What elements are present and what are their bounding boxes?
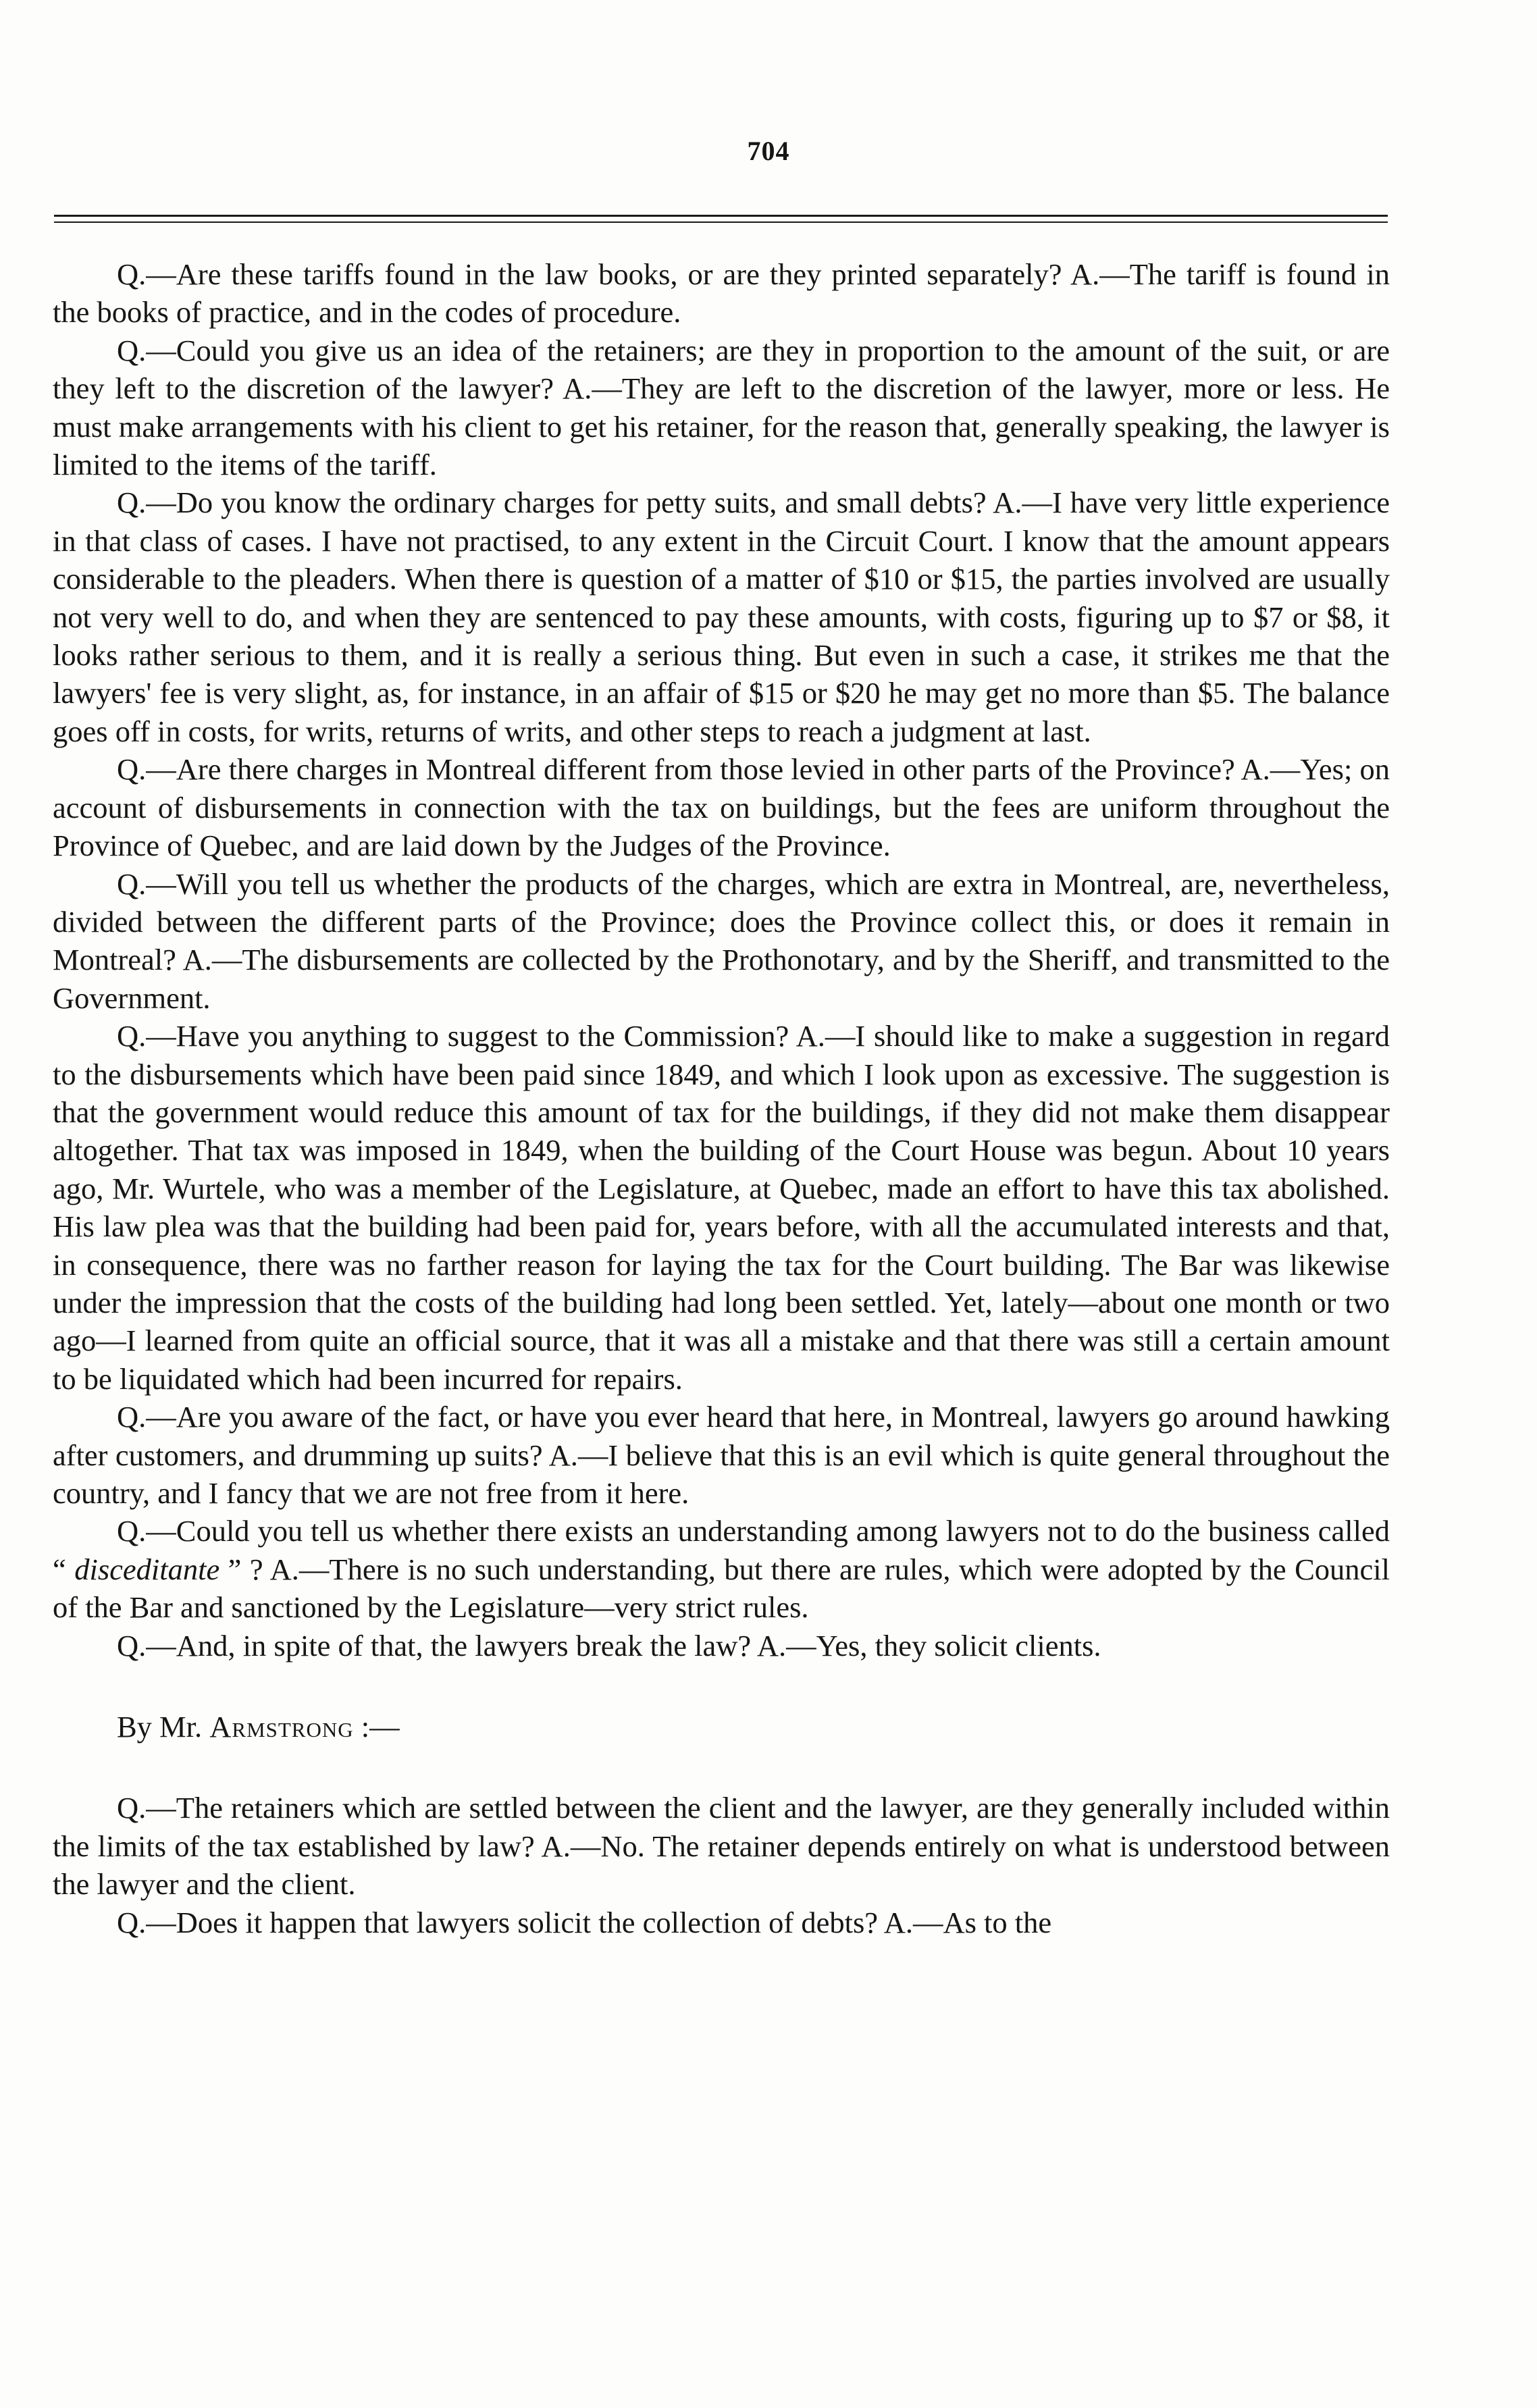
understanding-text-before: Q.—Could you tell us whether there exists an understanding among lawyers not to do the business called “ xyxy=(53,1514,1390,1586)
paragraph-products-of-charges: Q.—Will you tell us whether the products of the charges, which are extra in Montreal, are, nevertheless, divided between the different parts of the Province; does the Province collect this, or does it remain in Montreal? A.—The disbursements are collected by the Prothonotary, and by the Sheriff, and transmitted to the Government. xyxy=(53,866,1390,1015)
body-text xyxy=(53,255,1390,1941)
paragraph-solicit-clients: Q.—And, in spite of that, the lawyers break the law? A.—Yes, they solicit clients. xyxy=(117,1628,1101,1663)
paragraph-hawking: Q.—Are you aware of the fact, or have you ever heard that here, in Montreal, lawyers go around hawking after customers, and drumming up suits? A.—I believe that this is an evil which is quite general throughout the country, and I fancy that we are not free from it here. xyxy=(53,1400,1390,1510)
understanding-italic-term: disceditante xyxy=(74,1552,220,1586)
header-rule-bottom xyxy=(54,221,1388,223)
paragraph-tariffs: Q.—Are these tariffs found in the law books, or are they printed separately? A.—The tariff is found in the books of practice, and in the codes of procedure. xyxy=(53,257,1390,330)
paragraph-retainers: Q.—Could you give us an idea of the retainers; are they in proportion to the amount of the suit, or are they left to the discretion of the lawyer? A.—They are left to the discretion of the lawyer, more or less. He must make arrangements with his client to get his retainer, for the reason that, generally speaking, the lawyer is limited to the items of the tariff. xyxy=(53,333,1390,482)
section-suffix: :— xyxy=(353,1710,400,1744)
paragraph-suggestion: Q.—Have you anything to suggest to the Commission? A.—I should like to make a suggestion in regard to the disbursements which have been paid since 1849, and which I look upon as excessive. The suggestion is that the government would reduce this amount of tax for the buildings, if they did not make them disappear altogether. That tax was imposed in 1849, when the building of the Court House was begun. About 10 years ago, Mr. Wurtele, who was a member of the Legislature, at Quebec, made an effort to have this tax abolished. His law plea was that the building had been paid for, years before, with all the accumulated interests and that, in consequence, there was no farther reason for laying the tax for the Court building. The Bar was likewise under the impression that the costs of the building had long been settled. Yet, lately—about one month or two ago—I learned from quite an official source, that it was all a mistake and that there was still a certain amount to be liquidated which had been incurred for repairs. xyxy=(53,1019,1390,1396)
page-number: 704 xyxy=(747,136,790,166)
header-rule-top xyxy=(54,215,1388,217)
section-prefix: By Mr. xyxy=(117,1710,210,1744)
understanding-text-after: ” ? A.—There is no such understanding, but there are rules, which were adopted by the Council of the Bar and sanctioned by the Legislature—very strict rules. xyxy=(53,1552,1390,1625)
paragraph-retainers-tax: Q.—The retainers which are settled between the client and the lawyer, are they generally included within the limits of the tax established by law? A.—No. The retainer depends entirely on what is understood between the lawyer and the client. xyxy=(53,1791,1390,1902)
paragraph-collection-of-debts: Q.—Does it happen that lawyers solicit the collection of debts? A.—As to the xyxy=(117,1905,1052,1939)
paragraph-understanding xyxy=(53,1512,1390,1626)
section-heading-by-armstrong xyxy=(53,1708,1390,1746)
paragraph-montreal-charges: Q.—Are there charges in Montreal different from those levied in other parts of the Province? A.—Yes; on account of disbursements in connection with the tax on buildings, but the fees are uniform throughout the Province of Quebec, and are laid down by the Judges of the Province. xyxy=(53,752,1390,863)
section-speaker-name: Armstrong xyxy=(209,1710,354,1744)
paragraph-petty-suits: Q.—Do you know the ordinary charges for petty suits, and small debts? A.—I have very little experience in that class of cases. I have not practised, to any extent in the Circuit Court. I know that the amount appears considerable to the pleaders. When there is question of a matter of $10 or $15, the parties involved are usually not very well to do, and when they are sentenced to pay these amounts, with costs, figuring up to $7 or $8, it looks rather serious to them, and it is really a serious thing. But even in such a case, it strikes me that the lawyers' fee is very slight, as, for instance, in an affair of $15 or $20 he may get no more than $5. The balance goes off in costs, for writs, returns of writs, and other steps to reach a judgment at last. xyxy=(53,486,1390,748)
